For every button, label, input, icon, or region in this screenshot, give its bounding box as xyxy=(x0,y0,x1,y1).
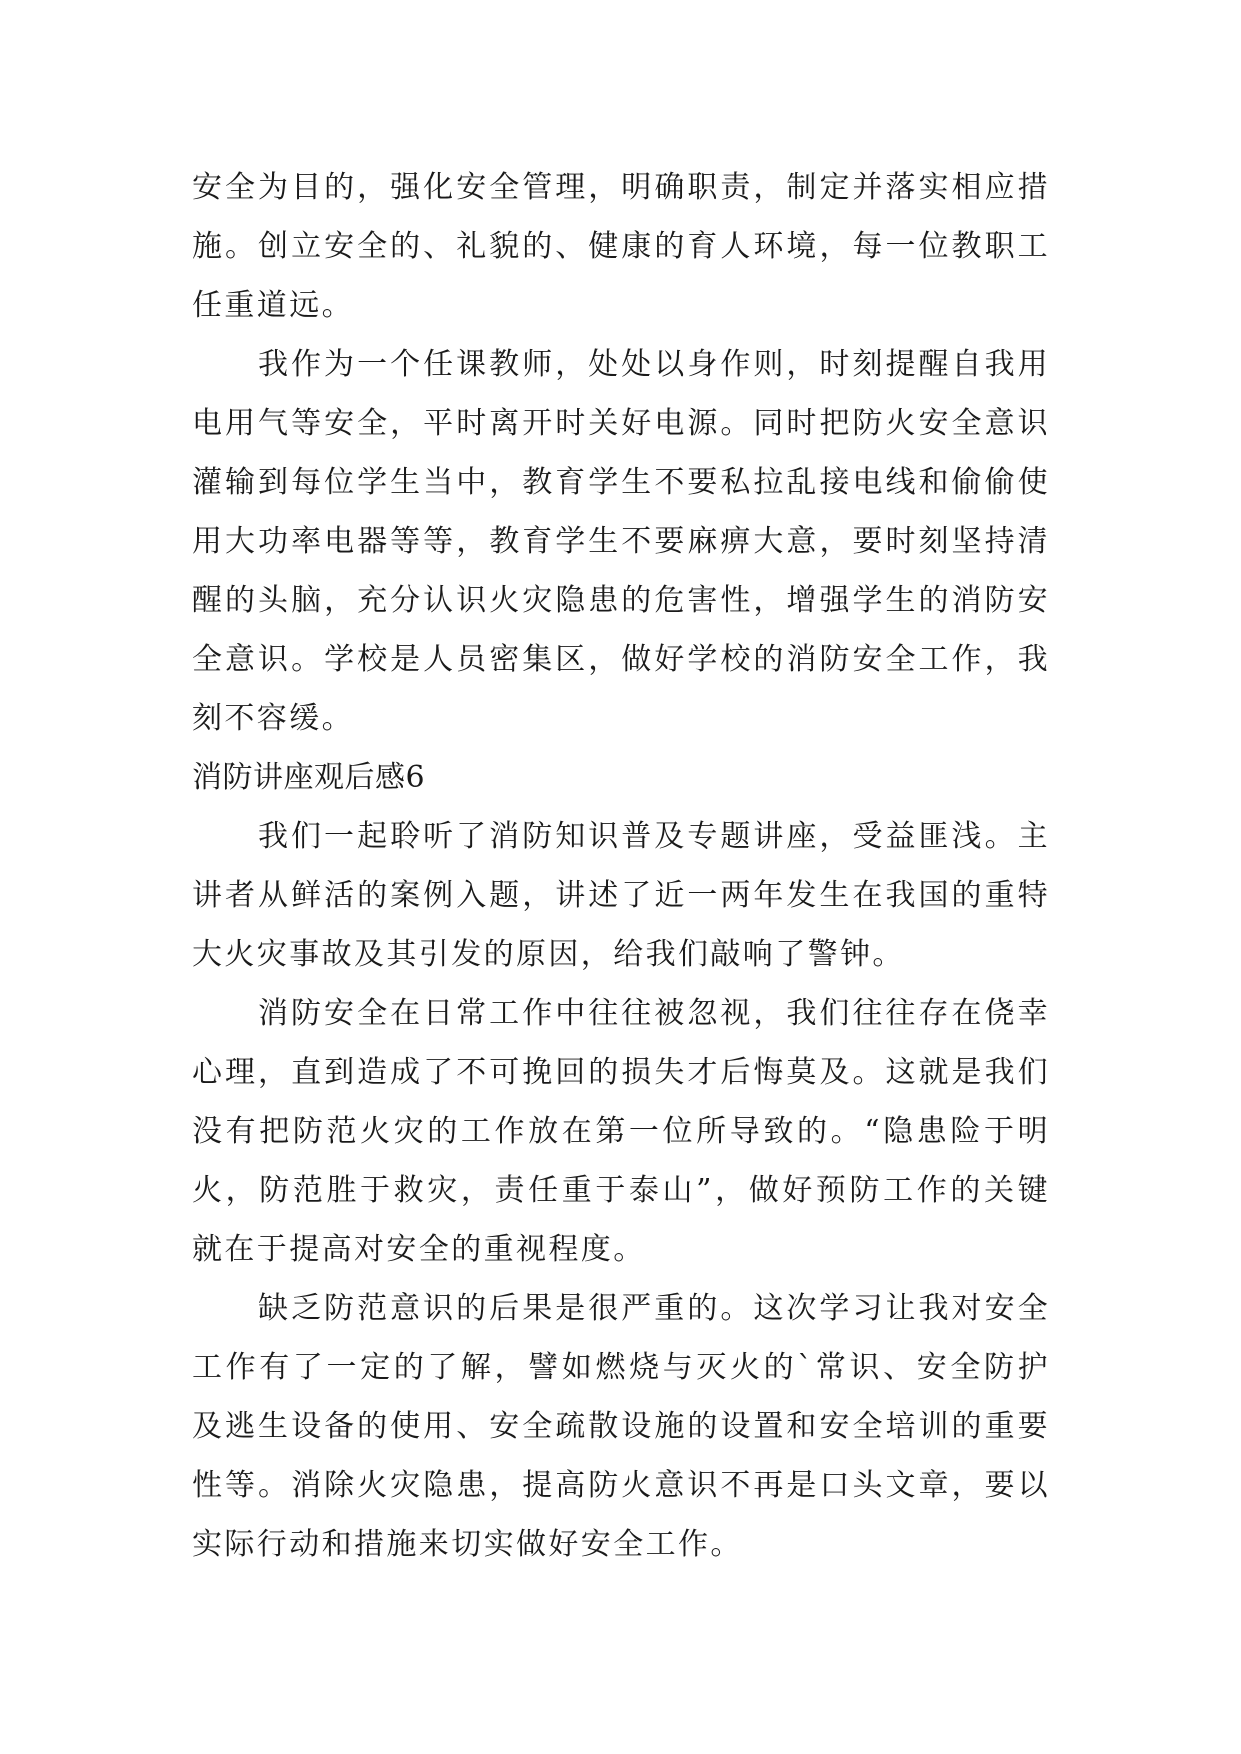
paragraph-continuation: 安全为目的，强化安全管理，明确职责，制定并落实相应措施。创立安全的、礼貌的、健康的育人环境，每一位教职工任重道远。 xyxy=(192,170,1050,323)
paragraph-lecture-intro: 我们一起聆听了消防知识普及专题讲座，受益匪浅。主讲者从鲜活的案例入题，讲述了近一两年发生在我国的重特大火灾事故及其引发的原因，给我们敲响了警钟。 xyxy=(192,819,1050,972)
paragraph-awareness: 缺乏防范意识的后果是很严重的。这次学习让我对安全工作有了一定的了解，譬如燃烧与灭火的`常识、安全防护及逃生设备的使用、安全疏散设施的设置和安全培训的重要性等。消除火灾隐患，提高防火意识不再是口头文章，要以实际行动和措施来切实做好安全工作。 xyxy=(192,1291,1050,1562)
paragraph-safety-neglect: 消防安全在日常工作中往往被忽视，我们往往存在侥幸心理，直到造成了不可挽回的损失才后悔莫及。这就是我们没有把防范火灾的工作放在第一位所导致的。“隐患险于明火，防范胜于救灾，责任重于泰山”，做好预防工作的关键就在于提高对安全的重视程度。 xyxy=(192,996,1050,1267)
paragraph-teacher-role: 我作为一个任课教师，处处以身作则，时刻提醒自我用电用气等安全，平时离开时关好电源。同时把防火安全意识灌输到每位学生当中，教育学生不要私拉乱接电线和偷偷使用大功率电器等等，教育学生不要麻痹大意，要时刻坚持清醒的头脑，充分认识火灾隐患的危害性，增强学生的消防安全意识。学校是人员密集区，做好学校的消防安全工作，我刻不容缓。 xyxy=(192,347,1050,736)
document-body xyxy=(192,158,1050,1574)
section-heading: 消防讲座观后感6 xyxy=(192,760,426,795)
